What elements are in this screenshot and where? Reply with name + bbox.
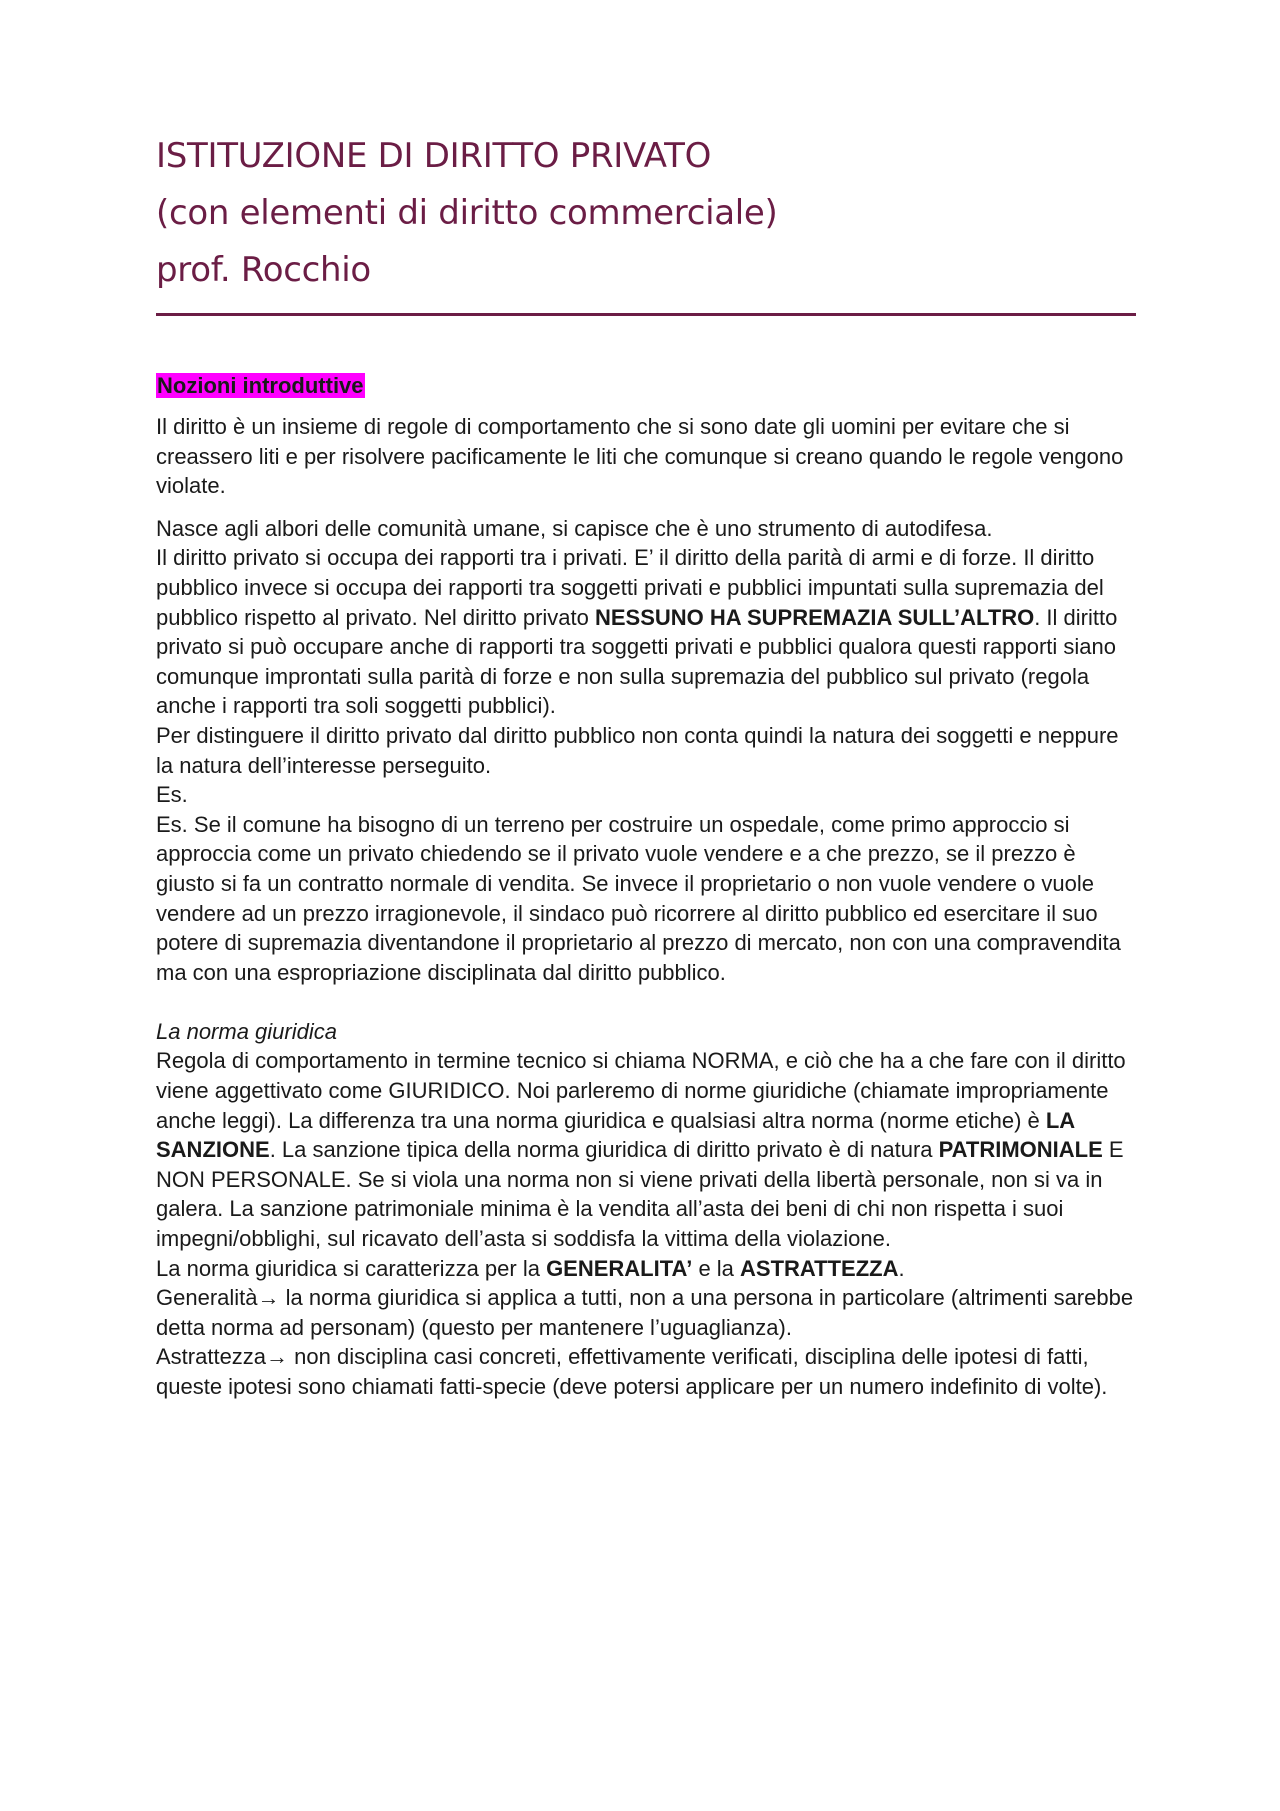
- text-es: Es.: [156, 782, 188, 808]
- text-caratterizza-e: .: [898, 1255, 905, 1281]
- section-heading-nozioni: [156, 372, 1136, 400]
- paragraph-norma-giuridica: [156, 1017, 1136, 1402]
- paragraph-intro: Il diritto è un insieme di regole di comportamento che si sono date gli uomini per evitare che si creassero liti e per risolvere pacificamente le liti che comunque si creano quando le regole vengono violate.: [156, 414, 1124, 499]
- text-privato-c: . Il diritto privato si può occupare anche di rapporti tra soggetti privati e pubblici qualora questi rapporti siano comunque improntati sulla parità di forze e non sulla supremazia del pubblico sul privato (regola anche i rapporti tra soli soggetti pubblici).: [156, 604, 1118, 719]
- title-line-2: (con elementi di diritto commerciale): [156, 193, 778, 233]
- text-caratterizza: [156, 1254, 1136, 1284]
- text-astrattezza: ASTRATTEZZA: [740, 1255, 899, 1281]
- text-patrimoniale: PATRIMONIALE: [938, 1137, 1103, 1163]
- heading-highlight: Nozioni introduttive: [157, 373, 364, 398]
- text-norma-a: Regola di comportamento in termine tecnico si chiama NORMA, e ciò che ha a che fare con il diritto viene aggettivato come GIURIDICO. Noi parleremo di norme giuridiche (chiamate impropriamente anche leggi). La differenza tra una norma giuridica e qualsiasi altra norma (norme etiche) è: [156, 1048, 1126, 1133]
- text-esempio-comune: Es. Se il comune ha bisogno di un terreno per costruire un ospedale, come primo approccio si approccia come un privato chiedendo se il privato vuole vendere e a che prezzo, se il prezzo è giusto si fa un contratto normale di vendita. Se invece il proprietario o non vuole vendere o vuole vendere ad un prezzo irragionevole, il sindaco può ricorrere al diritto pubblico ed esercitare il suo potere di supremazia diventandone il proprietario al prezzo di mercato, non con una compravendita ma con una espropriazione disciplinata dal diritto pubblico.: [156, 811, 1121, 985]
- text-caratterizza-a: La norma giuridica si caratterizza per la: [156, 1255, 547, 1281]
- document-page: [156, 128, 1136, 1402]
- text-generalita: GENERALITA’: [546, 1255, 693, 1281]
- text-privato-a: Il diritto privato si occupa dei rapporti tra i privati. E’ il diritto della parità di armi e di forze. Il diritto pubblico invece si occupa dei rapporti tra soggetti privati e pubblici impuntati sulla supremazia del pubblico rispetto al privato. Nel diritto privato: [156, 545, 1104, 630]
- text-norma-c: . La sanzione tipica della norma giuridica di diritto privato è di natura: [269, 1137, 939, 1163]
- text-distinguere: Per distinguere il diritto privato dal diritto pubblico non conta quindi la natura dei soggetti e neppure la natura dell’interesse perseguito.: [156, 722, 1119, 778]
- text-astrattezza-def: Astrattezza→ non disciplina casi concreti, effettivamente verificati, disciplina delle ipotesi di fatti, queste ipotesi sono chiamati fatti-specie (deve potersi applicare per un numero indefinito di volte).: [156, 1344, 1108, 1399]
- document-title: [156, 128, 1136, 299]
- subheading-norma-giuridica: La norma giuridica: [156, 1018, 337, 1044]
- text-generalita-def: Generalità→ la norma giuridica si applica a tutti, non a una persona in particolare (altrimenti sarebbe detta norma ad personam) (questo per mantenere l’uguaglianza).: [156, 1285, 1134, 1340]
- text-la-sanzione: LA SANZIONE: [156, 1107, 1075, 1163]
- title-divider: [156, 313, 1136, 316]
- title-line-3: prof. Rocchio: [156, 250, 371, 290]
- text-norma-e: E NON PERSONALE. Se si viola una norma non si viene privati della libertà personale, non si va in galera. La sanzione patrimoniale minima è la vendita all’asta dei beni di chi non rispetta i suoi impegni/obblighi, sul ricavato dell’asta si soddisfa la vittima della violazione.: [156, 1137, 1124, 1252]
- text-caratterizza-c: e la: [692, 1255, 741, 1281]
- text-nasce: Nasce agli albori delle comunità umane, si capisce che è uno strumento di autodifesa.: [156, 515, 993, 541]
- text-nessuno-supremazia: NESSUNO HA SUPREMAZIA SULL’ALTRO: [595, 604, 1035, 630]
- blank-line: [156, 987, 1136, 1017]
- title-line-1: ISTITUZIONE DI DIRITTO PRIVATO: [156, 136, 712, 176]
- paragraph-diritto-privato: [156, 514, 1136, 988]
